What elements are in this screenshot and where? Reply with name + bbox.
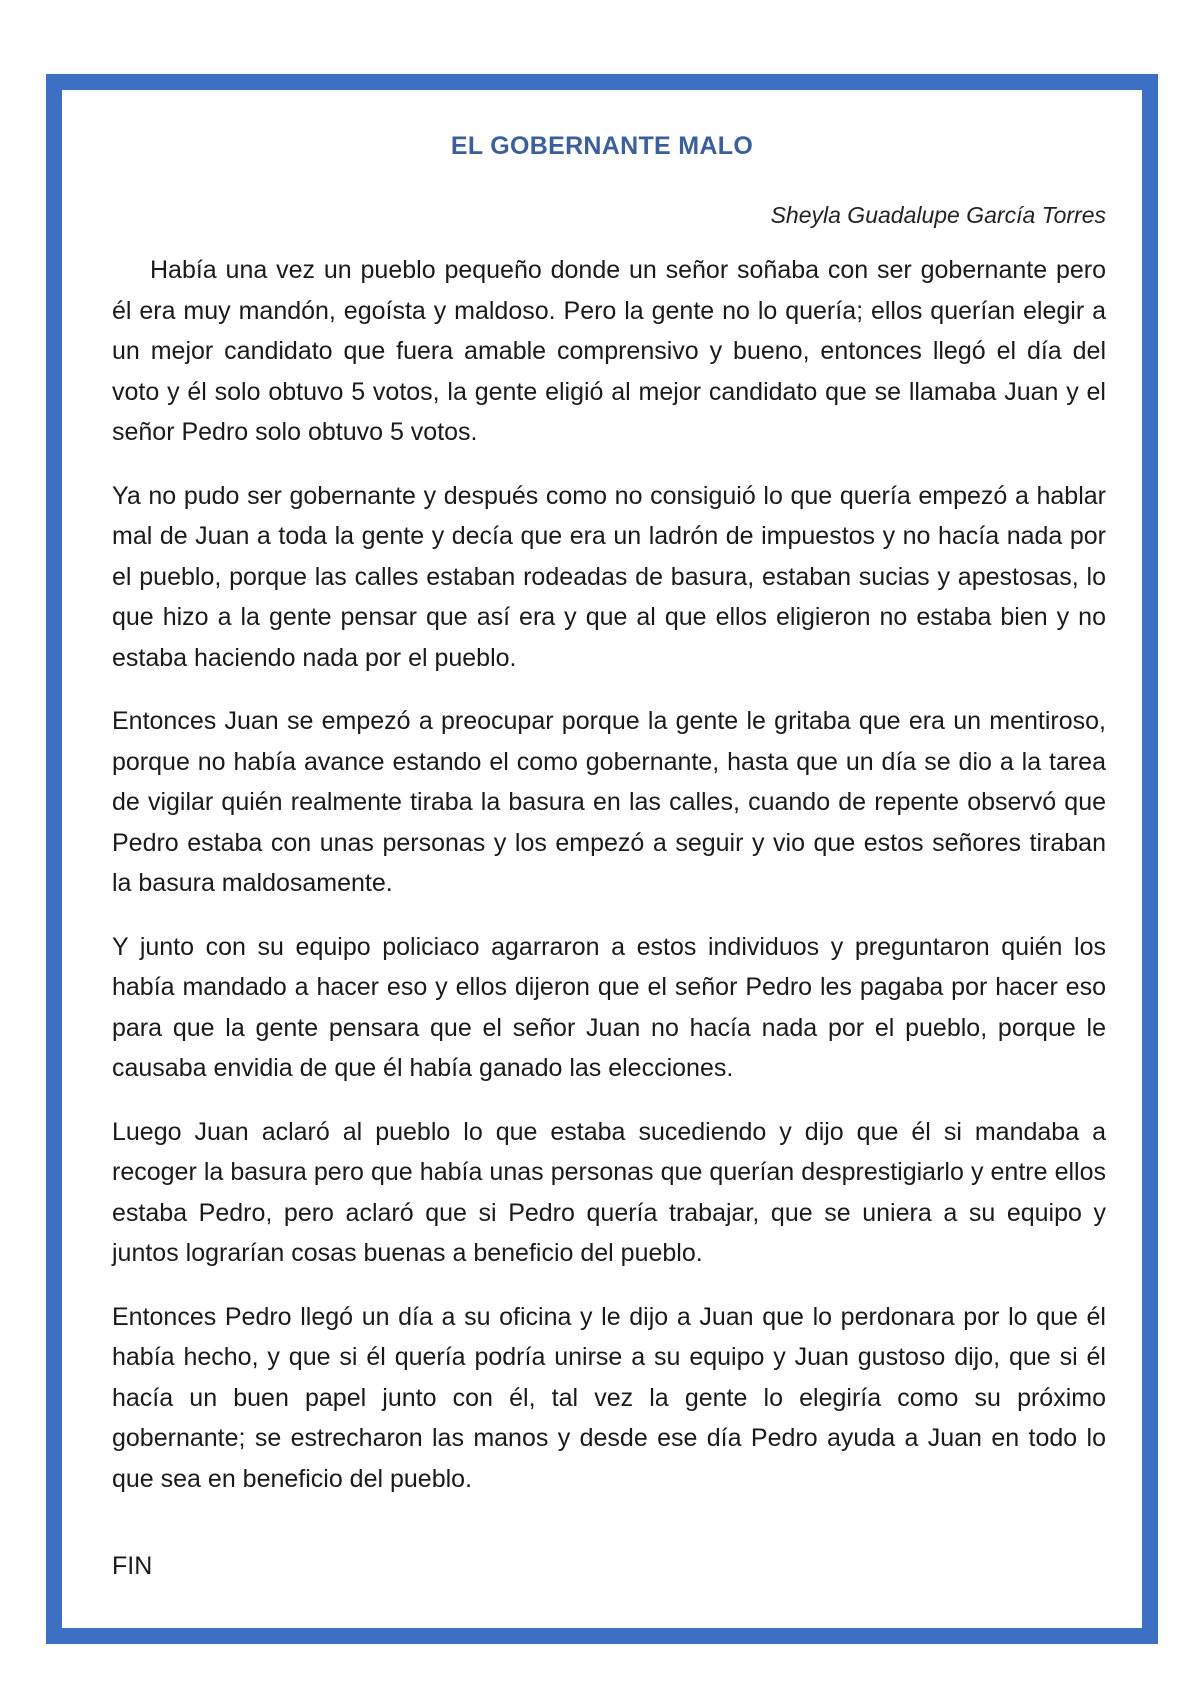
paragraph-1: Había una vez un pueblo pequeño donde un señor soñaba con ser gobernante pero él era muy mandón, egoísta y maldoso. Pero la gente no lo quería; ellos querían elegir a un mejor candidato que fuera amable comprensivo y bueno, entonces llegó el día del voto y él solo obtuvo 5 votos, la gente eligió al mejor candidato que se llamaba Juan y el señor Pedro solo obtuvo 5 votos. [112, 256, 1106, 446]
paragraph-3: Entonces Juan se empezó a preocupar porque la gente le gritaba que era un mentiroso, porque no había avance estando el como gobernante, hasta que un día se dio a la tarea de vigilar quién realmente tiraba la basura en las calles, cuando de repente observó que Pedro estaba con unas personas y los empezó a seguir y vio que estos señores tiraban la basura maldosamente. [112, 707, 1106, 897]
story-body [112, 250, 1106, 1522]
paragraph-6: Entonces Pedro llegó un día a su oficina y le dijo a Juan que lo perdonara por lo que él había hecho, y que si él quería podría unirse a su equipo y Juan gustoso dijo, que si él hacía un buen papel junto con él, tal vez la gente lo elegiría como su próximo gobernante; se estrecharon las manos y desde ese día Pedro ayuda a Juan en todo lo que sea en beneficio del pueblo. [112, 1302, 1106, 1493]
author-name: Sheyla Guadalupe García Torres [770, 202, 1106, 228]
story-ending: FIN [112, 1552, 153, 1580]
paragraph-5: Luego Juan aclaró al pueblo lo que estaba sucediendo y dijo que él si mandaba a recoger la basura pero que había unas personas que querían desprestigiarlo y entre ellos estaba Pedro, pero aclaró que si Pedro quería trabajar, que se uniera a su equipo y juntos lograrían cosas buenas a beneficio del pueblo. [112, 1117, 1106, 1267]
paragraph-4: Y junto con su equipo policiaco agarraron a estos individuos y preguntaron quién los había mandado a hacer eso y ellos dijeron que el señor Pedro les pagaba por hacer eso para que la gente pensara que el señor Juan no hacía nada por el pueblo, porque le causaba envidia de que él había ganado las elecciones. [112, 932, 1106, 1082]
page-border-frame [46, 74, 1158, 1644]
paragraph-2: Ya no pudo ser gobernante y después como no consiguió lo que quería empezó a hablar mal de Juan a toda la gente y decía que era un ladrón de impuestos y no hacía nada por el pueblo, porque las calles estaban rodeadas de basura, estaban sucias y apestosas, lo que hizo a la gente pensar que así era y que al que ellos eligieron no estaba bien y no estaba haciendo nada por el pueblo. [112, 481, 1106, 672]
story-title: EL GOBERNANTE MALO [450, 132, 754, 160]
